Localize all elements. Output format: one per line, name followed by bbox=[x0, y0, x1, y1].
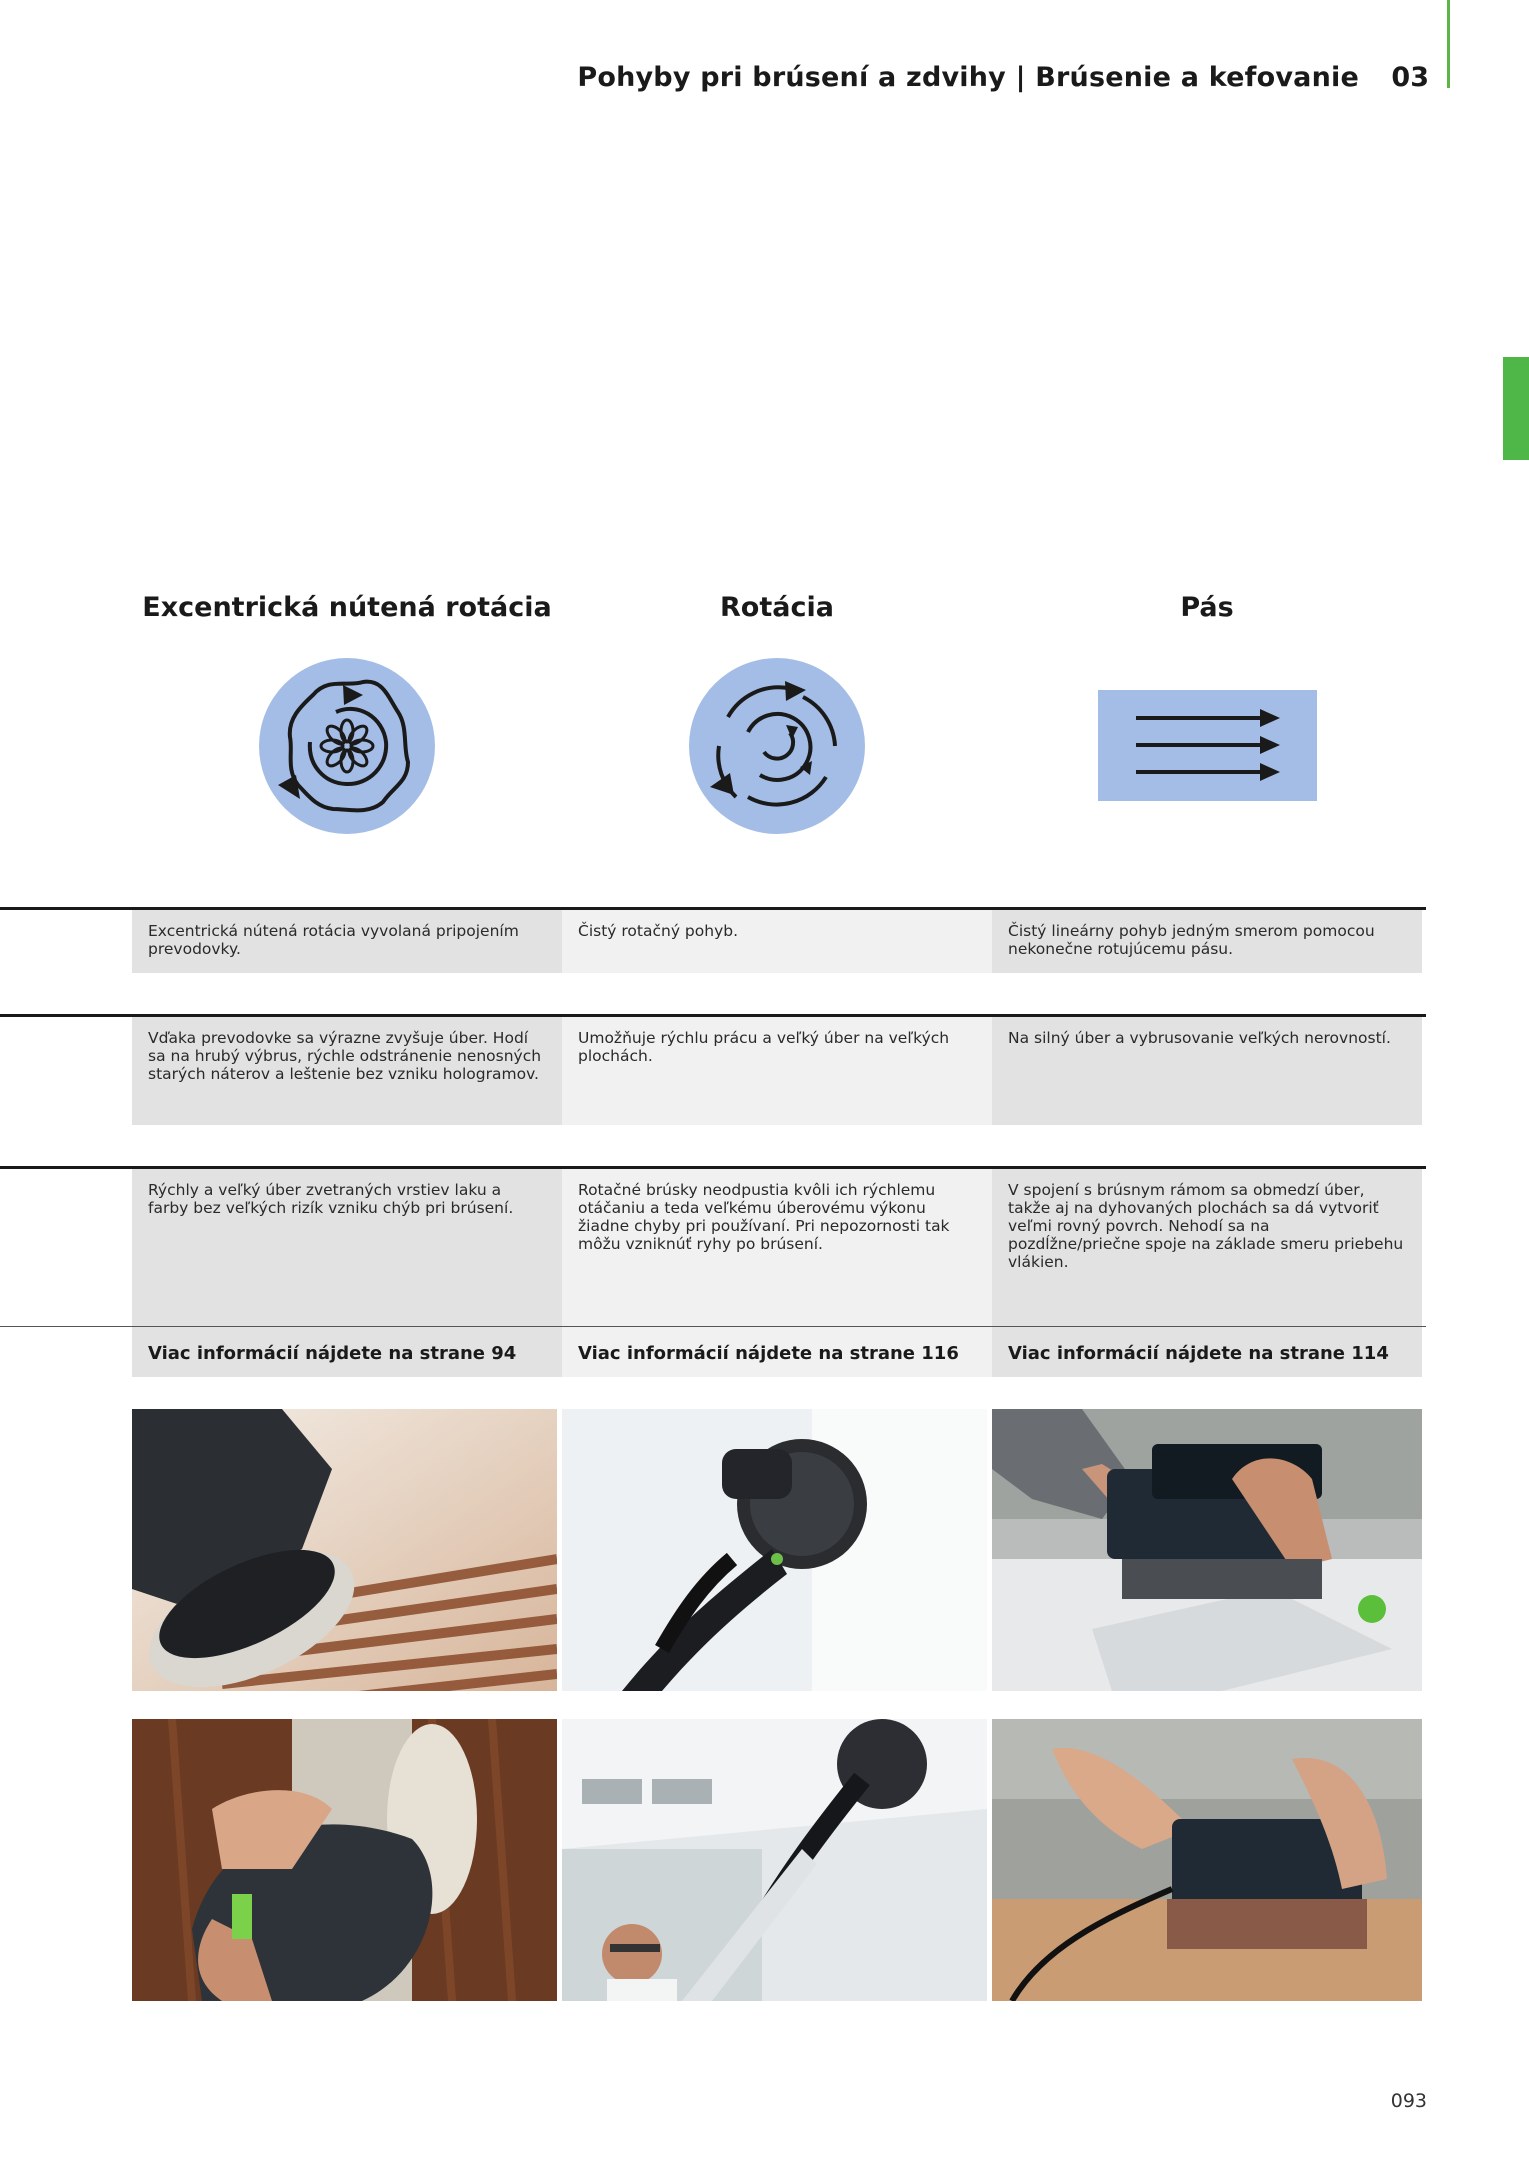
page-number: 093 bbox=[1390, 2090, 1427, 2112]
row3-rotation-cell: Rotačné brúsky neodpustia kvôli ich rýchlemu otáčaniu a teda veľkému úberovému výkonu žiadne chyby pri používaní. Pri nepozornosti tak môžu vzniknúť ryhy po brúsení. bbox=[562, 1169, 992, 1326]
column-title-belt: Pás bbox=[1180, 592, 1234, 623]
more-info-link-belt[interactable]: Viac informácií nájdete na strane 114 bbox=[992, 1327, 1422, 1377]
column-title-eccentric: Excentrická nútená rotácia bbox=[142, 592, 552, 623]
rotation-icon bbox=[688, 657, 866, 835]
photo-rotation-drywall-sander bbox=[562, 1409, 987, 1691]
row1-rotation-cell: Čistý rotačný pohyb. bbox=[562, 910, 992, 973]
photo-belt-sander-workbench bbox=[992, 1719, 1422, 2001]
row1-belt-cell: Čistý lineárny pohyb jedným smerom pomocou nekonečne rotujúcemu pásu. bbox=[992, 910, 1422, 973]
row2-eccentric-cell: Vďaka prevodovke sa výrazne zvyšuje úber. Hodí sa na hrubý výbrus, rýchle odstránenie nenosných starých náterov a leštenie bez vzniku hologramov. bbox=[132, 1017, 562, 1125]
row3-belt-cell: V spojení s brúsnym rámom sa obmedzí úber, takže aj na dyhovaných plochách sa dá vytvoriť veľmi rovný povrch. Nehodí sa na pozdĺžne/priečne spoje na základe smeru priebehu vlákien. bbox=[992, 1169, 1422, 1326]
photo-belt-sander-hands bbox=[992, 1409, 1422, 1691]
more-info-link-eccentric[interactable]: Viac informácií nájdete na strane 94 bbox=[132, 1327, 562, 1377]
eccentric-rotation-icon bbox=[258, 657, 436, 835]
belt-linear-icon bbox=[1098, 690, 1317, 801]
photo-eccentric-sander-door bbox=[132, 1719, 557, 2001]
more-info-link-rotation[interactable]: Viac informácií nájdete na strane 116 bbox=[562, 1327, 992, 1377]
row2-belt-cell: Na silný úber a vybrusovanie veľkých nerovností. bbox=[992, 1017, 1422, 1125]
header-divider bbox=[1447, 0, 1450, 88]
column-title-rotation: Rotácia bbox=[720, 592, 834, 623]
photo-eccentric-sander-wood bbox=[132, 1409, 557, 1691]
photo-rotation-ceiling-sander bbox=[562, 1719, 987, 2001]
row2-rotation-cell: Umožňuje rýchlu prácu a veľký úber na veľkých plochách. bbox=[562, 1017, 992, 1125]
row1-eccentric-cell: Excentrická nútená rotácia vyvolaná pripojením prevodovky. bbox=[132, 910, 562, 973]
page-header-title: Pohyby pri brúsení a zdvihy | Brúsenie a kefovanie bbox=[577, 62, 1359, 93]
chapter-tab-marker[interactable] bbox=[1503, 357, 1529, 460]
chapter-number: 03 bbox=[1391, 62, 1429, 93]
row3-eccentric-cell: Rýchly a veľký úber zvetraných vrstiev laku a farby bez veľkých rizík vzniku chýb pri brúsení. bbox=[132, 1169, 562, 1326]
